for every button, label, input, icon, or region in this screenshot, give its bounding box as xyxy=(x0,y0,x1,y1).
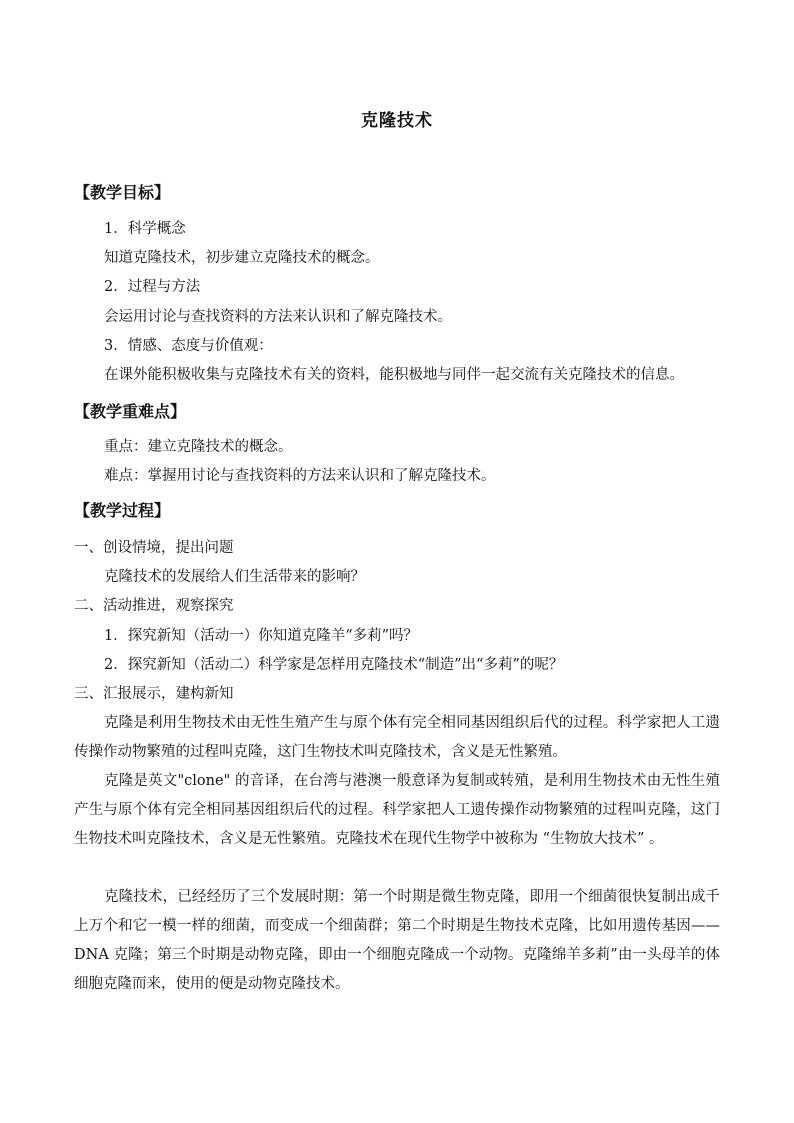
key-point-item-1: 重点：建立克隆技术的概念。 xyxy=(104,439,293,455)
objective-item-5: 3．情感、态度与价值观： xyxy=(104,338,273,354)
objective-item-3: 2．过程与方法 xyxy=(104,279,201,295)
paragraph-2: 克隆是英文"clone" 的音译，在台湾与港澳一般意译为复制或转殖，是利用生物技术由无性生殖产生与原个体有完全相同基因组织后代的过程。科学家把人工遗传操作动物繁殖的过程叫克隆，这门生物技术叫克隆技术，含义是无性繁殖。克隆技术在现代生物学中被称为 “生物放大技术” 。 xyxy=(74,773,720,847)
objective-item-2: 知道克隆技术，初步建立克隆技术的概念。 xyxy=(104,250,380,266)
paragraph-3: 克隆技术，已经经历了三个发展时期：第一个时期是微生物克隆，即用一个细菌很快复制出成千上万个和它一模一样的细菌，而变成一个细菌群；第二个时期是生物技术克隆，比如用遗传基因——DNA 克隆；第三个时期是动物克隆，即由一个细胞克隆成一个动物。克隆绵羊多莉”由一头母羊的体细胞克隆而来，使用的便是动物克隆技术。 xyxy=(74,889,720,992)
process-activity-2: 2．探究新知（活动二）科学家是怎样用克隆技术“制造”出“多莉”的呢？ xyxy=(104,657,564,673)
objective-item-1: 1．科学概念 xyxy=(104,221,186,237)
key-point-item-2: 难点：掌握用讨论与查找资料的方法来认识和了解克隆技术。 xyxy=(104,468,496,484)
objectives-heading: 【教学目标】 xyxy=(74,183,171,202)
paragraph-1: 克隆是利用生物技术由无性生殖产生与原个体有完全相同基因组织后代的过程。科学家把人工遗传操作动物繁殖的过程叫克隆，这门生物技术叫克隆技术，含义是无性繁殖。 xyxy=(74,715,720,760)
key-points-heading: 【教学重难点】 xyxy=(74,402,187,421)
process-section-2: 二、活动推进，观察探究 xyxy=(74,598,234,614)
process-activity-1: 1．探究新知（活动一）你知道克隆羊“多莉”吗？ xyxy=(104,628,419,644)
process-heading: 【教学过程】 xyxy=(74,501,171,520)
objective-item-4: 会运用讨论与查找资料的方法来认识和了解克隆技术。 xyxy=(104,309,452,325)
document-title: 克隆技术 xyxy=(361,111,433,131)
process-section-1: 一、创设情境，提出问题 xyxy=(74,540,234,556)
process-section-3: 三、汇报展示，建构新知 xyxy=(74,686,234,702)
objective-item-6: 在课外能积极收集与克隆技术有关的资料，能积极地与同伴一起交流有关克隆技术的信息。 xyxy=(104,367,684,383)
process-section-1-question: 克隆技术的发展给人们生活带来的影响？ xyxy=(104,569,365,585)
